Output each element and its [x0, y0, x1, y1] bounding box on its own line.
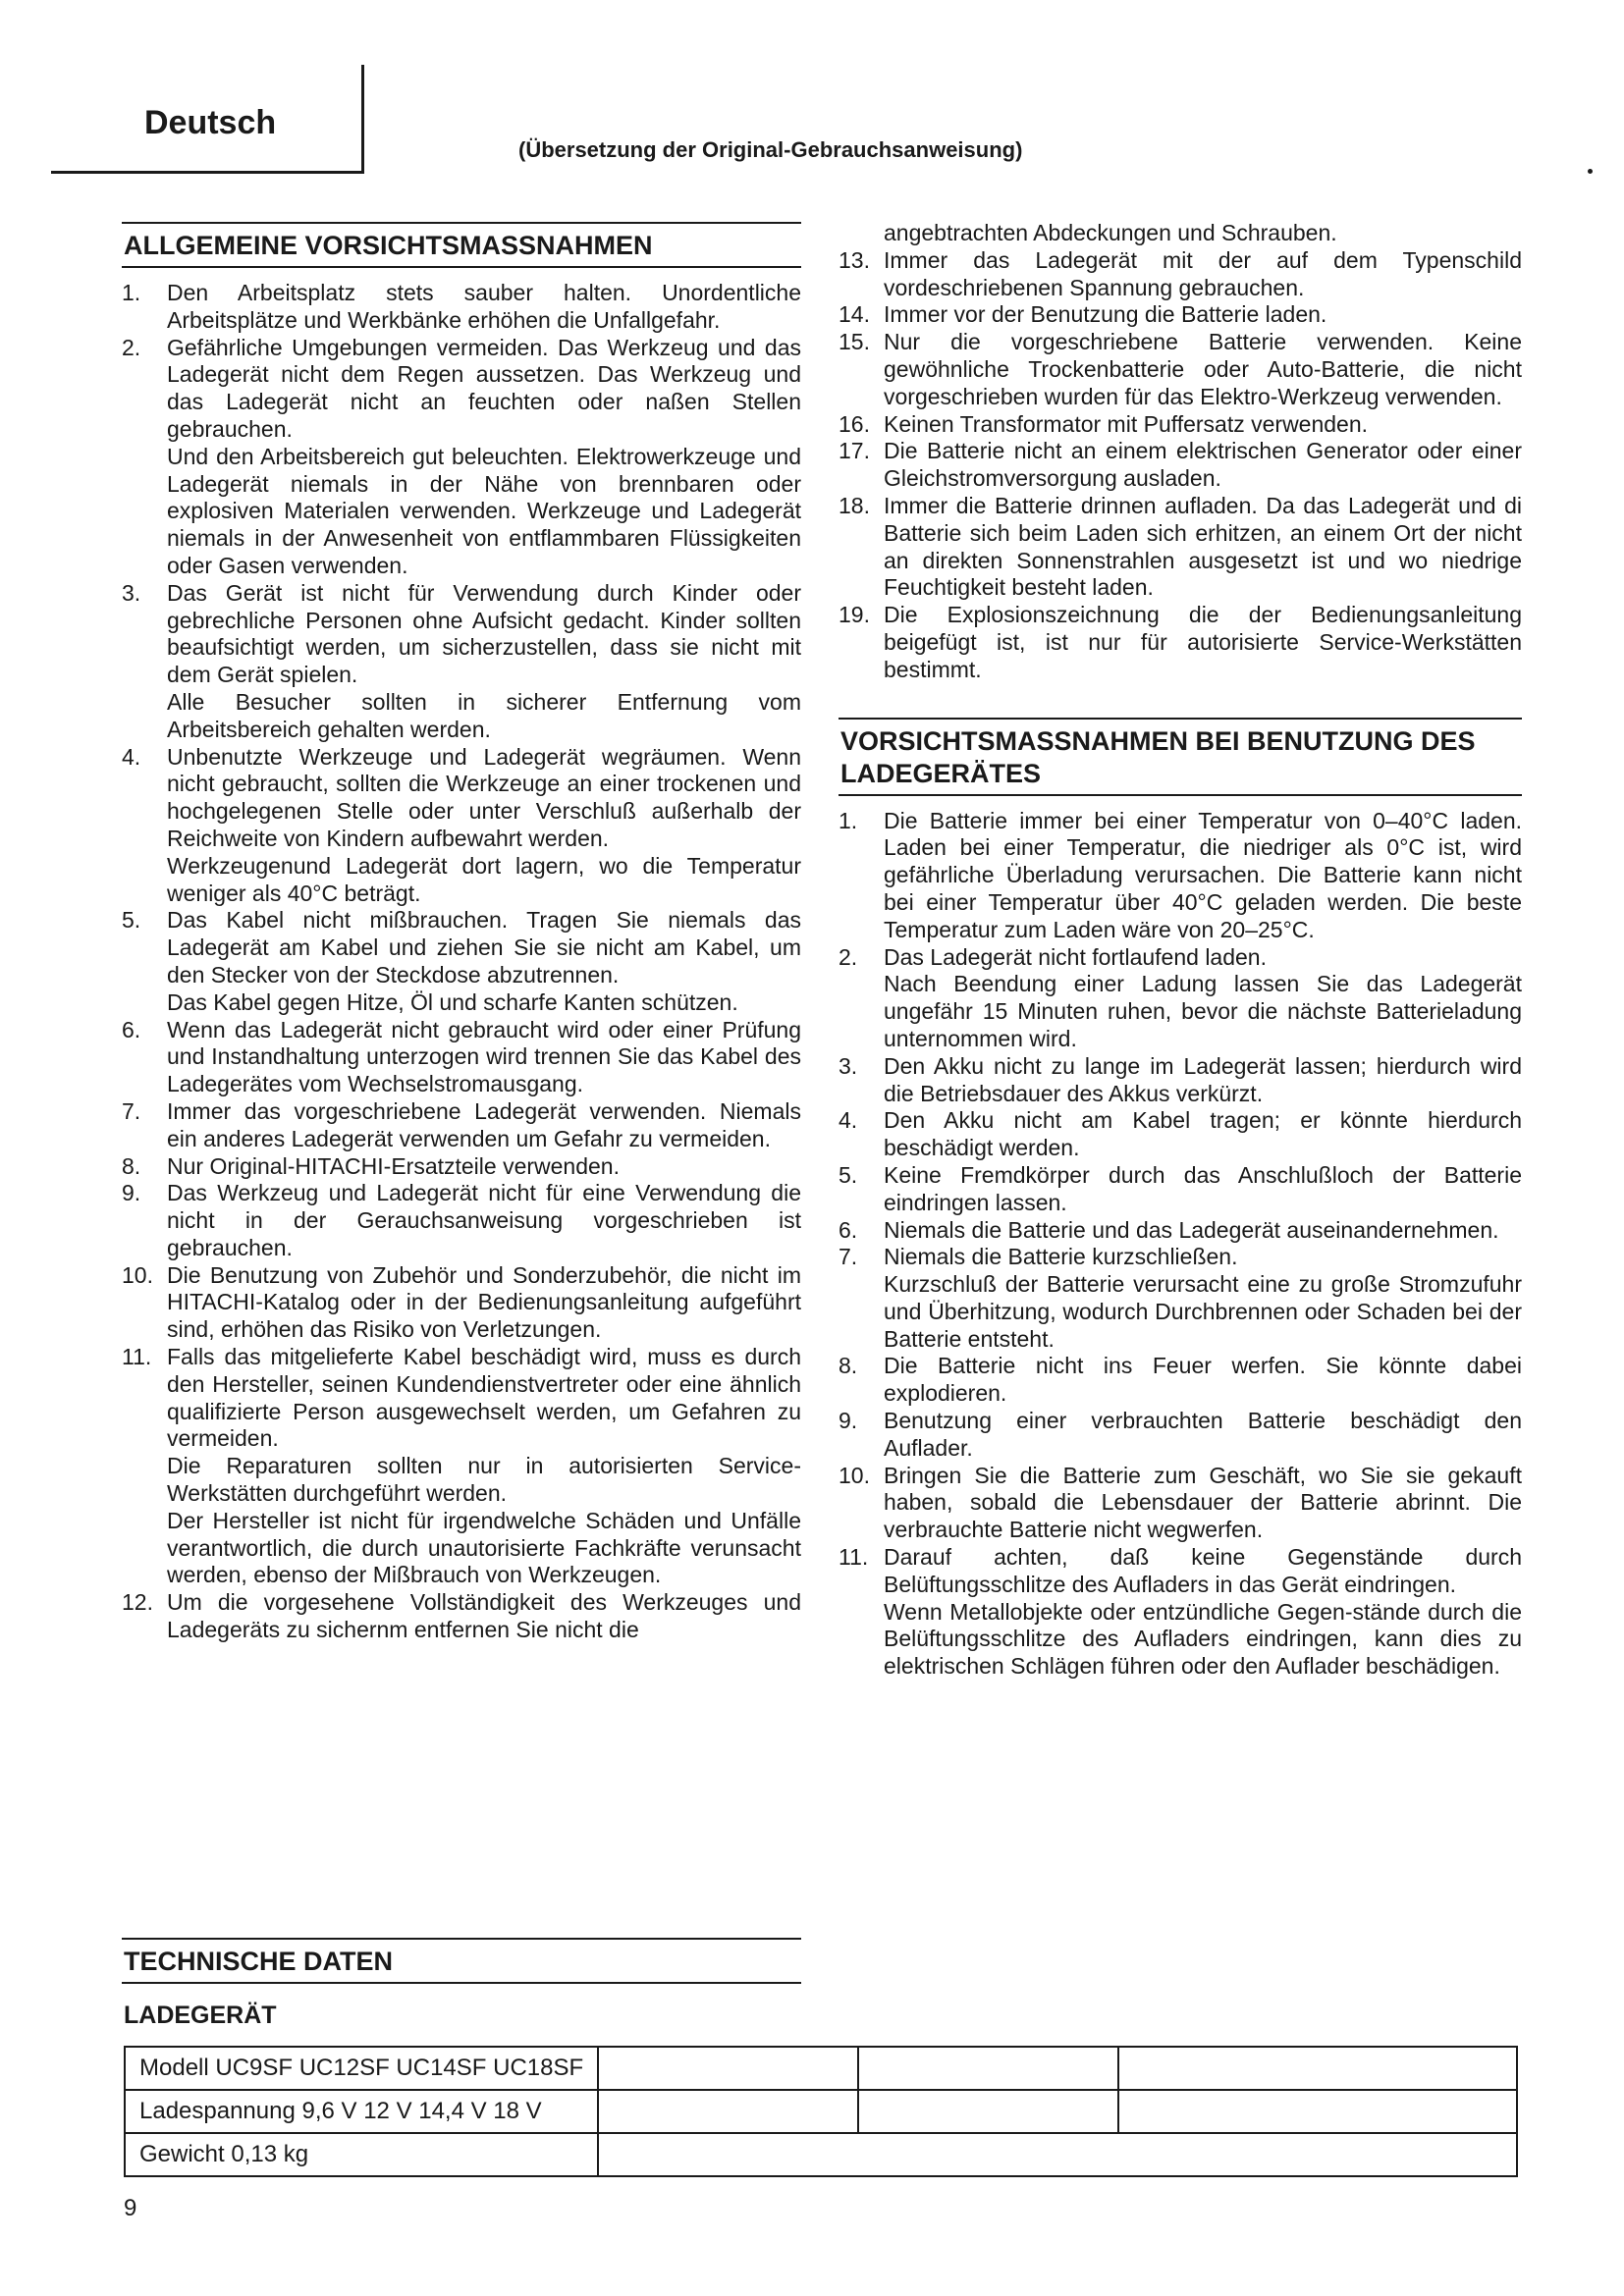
list-item — [122, 1180, 801, 1261]
item-text: Bringen Sie die Batterie zum Geschäft, wo Sie sie gekauft haben, sobald die Lebensdauer der Batterie abrinnt. Die verbrauchte Batterie nicht wegwerfen. — [884, 1462, 1522, 1543]
item-extra-text: Und den Arbeitsbereich gut beleuchten. Elektrowerkzeuge und Ladegerät niemals in der Nähe von brennbaren oder explosiven Materialen verwenden. Werkzeuge und Ladegerät niemals in der Anwesenheit von entflammbaren Flüssigkeiten oder Gasen verwenden. — [167, 443, 801, 578]
item-text: Das Kabel nicht mißbrauchen. Tragen Sie niemals das Ladegerät am Kabel und ziehen Sie sie nicht am Kabel, um den Stecker von der Steckdose abzutrennen. — [167, 907, 801, 988]
list-item — [839, 1053, 1522, 1108]
item-text: Immer vor der Benutzung die Batterie laden. — [884, 301, 1327, 328]
table-cell — [598, 2090, 858, 2133]
item-number: 3. — [122, 579, 141, 606]
table-row — [125, 2133, 1517, 2176]
charger-subtitle: LADEGERÄT — [124, 2002, 277, 2029]
table-row — [125, 2090, 1517, 2133]
table-cell — [858, 2090, 1118, 2133]
list-item — [839, 1408, 1522, 1463]
item-text: Wenn das Ladegerät nicht gebraucht wird oder einer Prüfung und Instandhaltung unterzogen wird trennen Sie das Kabel des Ladegerätes vom Wechselstromausgang. — [167, 1016, 801, 1097]
list-item — [122, 1017, 801, 1098]
list-item — [122, 335, 801, 580]
item-number: 4. — [839, 1107, 858, 1134]
item-text: Immer das vorgeschriebene Ladegerät verwenden. Niemals ein anderes Ladegerät verwenden um Gefahr zu vermeiden. — [167, 1097, 801, 1151]
item-extra-text: Werkzeugenund Ladegerät dort lagern, wo die Temperatur weniger als 40°C beträgt. — [167, 852, 801, 906]
general-precautions-list-continued — [839, 247, 1522, 684]
item-text: Die Batterie nicht an einem elektrischen Generator oder einer Gleichstromversorgung ausladen. — [884, 438, 1522, 492]
item-number: 18. — [839, 492, 870, 518]
language-tab — [51, 65, 364, 174]
list-item — [122, 1098, 801, 1153]
item-extra-text: Das Kabel gegen Hitze, Öl und scharfe Kanten schützen. — [167, 988, 738, 1015]
right-column — [839, 220, 1522, 1681]
item-text: Niemals die Batterie kurzschließen. — [884, 1244, 1238, 1270]
item-number: 7. — [839, 1244, 858, 1270]
item-text: Das Werkzeug und Ladegerät nicht für eine Verwendung die nicht in der Gerauchsanweisung vorgeschrieben ist gebrauchen. — [167, 1180, 801, 1260]
item-extra-text: Der Hersteller ist nicht für irgendwelche Schäden und Unfälle verantwortlich, die durch unautorisierte Fachkräfte verunsacht werden, ebenso der Mißbrauch von Werkzeugen. — [167, 1507, 801, 1588]
list-item — [122, 1153, 801, 1181]
list-item — [839, 1463, 1522, 1544]
item-number: 11. — [122, 1344, 152, 1370]
list-item — [122, 1589, 801, 1644]
item-number: 5. — [839, 1161, 858, 1188]
list-continuation: angebtrachten Abdeckungen und Schrauben. — [884, 220, 1337, 245]
item-number: 19. — [839, 602, 870, 628]
table-row — [125, 2047, 1517, 2090]
list-item — [839, 1244, 1522, 1353]
item-text: Das Gerät ist nicht für Verwendung durch Kinder oder gebrechliche Personen ohne Aufsicht gedacht. Kinder sollten beaufsichtigt werden, um sicherzustellen, dass sie nicht mit dem Gerät spielen. — [167, 579, 801, 688]
item-number: 6. — [839, 1216, 858, 1243]
table-cell — [1118, 2090, 1517, 2133]
item-number: 12. — [122, 1589, 153, 1616]
item-text: Den Akku nicht zu lange im Ladegerät lassen; hierdurch wird die Betriebsdauer des Akkus verkürzt. — [884, 1052, 1522, 1106]
list-item — [839, 493, 1522, 602]
item-text: Das Ladegerät nicht fortlaufend laden. — [884, 943, 1267, 970]
item-number: 10. — [839, 1462, 870, 1488]
list-item — [839, 944, 1522, 1053]
spec-table — [124, 2046, 1518, 2177]
item-text: Die Batterie nicht ins Feuer werfen. Sie könnte dabei explodieren. — [884, 1353, 1522, 1407]
table-cell — [598, 2047, 858, 2090]
item-number: 8. — [122, 1152, 141, 1179]
item-number: 15. — [839, 329, 870, 355]
list-item — [839, 602, 1522, 683]
item-number: 5. — [122, 907, 141, 934]
item-number: 9. — [122, 1180, 141, 1206]
item-number: 4. — [122, 743, 141, 770]
list-item — [839, 1107, 1522, 1162]
item-text: Die Batterie immer bei einer Temperatur von 0–40°C laden. Laden bei einer Temperatur, die niedriger als 0°C ist, wird gefährliche Überladung verursachen. Die Batterie kann nicht bei einer Temperatur über 40°C geladen werden. Die beste Temperatur zum Laden wäre von 20–25°C. — [884, 807, 1522, 942]
item-text: Nur die vorgeschriebene Batterie verwenden. Keine gewöhnliche Trockenbatterie oder Auto-Batterie, die nicht vorgeschrieben wurden für das Elektro-Werkzeug verwenden. — [884, 329, 1522, 409]
item-text: Nur Original-HITACHI-Ersatzteile verwenden. — [167, 1152, 620, 1179]
item-text: Unbenutzte Werkzeuge und Ladegerät wegräumen. Wenn nicht gebraucht, sollten die Werkzeuge an einer trockenen und hochgelegenen Stelle oder unter Verschluß außerhalb der Reichweite von Kindern aufbewahrt werden. — [167, 743, 801, 851]
table-cell: Ladespannung 9,6 V 12 V 14,4 V 18 V — [125, 2090, 598, 2133]
table-cell: Gewicht 0,13 kg — [125, 2133, 598, 2176]
item-text: Die Benutzung von Zubehör und Sonderzubehör, die nicht im HITACHI-Katalog oder in der Bedienungsanleitung aufgeführt sind, erhöhen das Risiko von Verletzungen. — [167, 1261, 801, 1343]
item-number: 1. — [122, 280, 141, 305]
item-extra-text: Nach Beendung einer Ladung lassen Sie das Ladegerät ungefähr 15 Minuten ruhen, bevor die nächste Batterieladung unternommen wird. — [884, 971, 1522, 1051]
list-item — [122, 744, 801, 908]
list-item — [122, 907, 801, 1016]
item-extra-text: Alle Besucher sollten in sicherer Entfernung vom Arbeitsbereich gehalten werden. — [167, 688, 801, 742]
item-extra-text: Die Reparaturen sollten nur in autorisierten Service-Werkstätten durchgeführt werden. — [167, 1453, 801, 1507]
item-text: Immer das Ladegerät mit der auf dem Typenschild vordeschriebenen Spannung gebrauchen. — [884, 246, 1522, 300]
general-precautions-title: ALLGEMEINE VORSICHTSMASSNAHMEN — [122, 222, 801, 268]
item-text: Die Explosionszeichnung die der Bedienungsanleitung beigefügt ist, ist nur für autorisierte Service-Werkstätten bestimmt. — [884, 602, 1522, 682]
item-text: Niemals die Batterie und das Ladegerät auseinandernehmen. — [884, 1216, 1499, 1243]
item-number: 1. — [839, 807, 858, 833]
table-cell — [858, 2047, 1118, 2090]
technical-data-title: TECHNISCHE DATEN — [122, 1938, 801, 1984]
item-number: 16. — [839, 410, 870, 437]
item-number: 17. — [839, 438, 870, 464]
list-item — [122, 280, 801, 335]
item-text: Den Akku nicht am Kabel tragen; er könnte hierdurch beschädigt werden. — [884, 1107, 1522, 1161]
item-text: Um die vorgesehene Vollständigkeit des Werkzeuges und Ladegeräts zu sichernm entfernen Sie nicht die — [167, 1589, 801, 1643]
language-label: Deutsch — [144, 104, 277, 141]
page-mark — [1588, 169, 1593, 174]
list-item — [839, 1353, 1522, 1408]
list-item — [839, 438, 1522, 493]
item-text: Keine Fremdkörper durch das Anschlußloch der Batterie eindringen lassen. — [884, 1161, 1522, 1215]
table-cell — [1118, 2047, 1517, 2090]
list-item — [839, 247, 1522, 302]
list-item — [839, 411, 1522, 439]
list-item — [839, 301, 1522, 329]
item-number: 13. — [839, 246, 870, 273]
item-number: 8. — [839, 1353, 858, 1379]
list-item — [839, 329, 1522, 410]
item-text: Gefährliche Umgebungen vermeiden. Das Werkzeug und das Ladegerät nicht dem Regen aussetzen. Das Werkzeug und das Ladegerät nicht an feuchten oder naßen Stellen gebrauchen. — [167, 334, 801, 442]
item-text: Keinen Transformator mit Puffersatz verwenden. — [884, 410, 1369, 437]
item-text: Falls das mitgelieferte Kabel beschädigt wird, muss es durch den Hersteller, seinen Kundendienstvertreter oder eine ähnlich qualifizierte Person ausgewechselt werden, um Gefahren zu vermeiden. — [167, 1344, 801, 1452]
item-number: 10. — [122, 1261, 153, 1288]
item-number: 2. — [839, 943, 858, 970]
list-item — [839, 808, 1522, 944]
charger-precautions-list — [839, 808, 1522, 1682]
list-item — [839, 1162, 1522, 1217]
item-number: 6. — [122, 1016, 141, 1042]
item-number: 3. — [839, 1052, 858, 1079]
list-item — [839, 1544, 1522, 1681]
general-precautions-list — [122, 280, 801, 1644]
item-text: Den Arbeitsplatz stets sauber halten. Unordentliche Arbeitsplätze und Werkbänke erhöhen die Unfallgefahr. — [167, 280, 801, 333]
item-extra-text: Wenn Metallobjekte oder entzündliche Gegen-stände durch die Belüftungsschlitze des Aufladers eindringen, kann dies zu elektrischen Schlägen führen oder den Auflader beschädigen. — [884, 1598, 1522, 1680]
item-text: Immer die Batterie drinnen aufladen. Da das Ladegerät und di Batterie sich beim Laden sich erhitzen, an einem Ort der nicht an direkten Sonnenstrahlen ausgesetzt ist und wo niedrige Feuchtigkeit besteht laden. — [884, 492, 1522, 601]
item-text: Darauf achten, daß keine Gegenstände durch Belüftungsschlitze des Aufladers in das Gerät eindringen. — [884, 1544, 1522, 1597]
item-number: 7. — [122, 1097, 141, 1124]
table-cell: Modell UC9SF UC12SF UC14SF UC18SF — [125, 2047, 598, 2090]
item-text: Benutzung einer verbrauchten Batterie beschädigt den Auflader. — [884, 1408, 1522, 1461]
item-extra-text: Kurzschluß der Batterie verursacht eine zu große Stromzufuhr und Überhitzung, wodurch Durchbrennen oder Schaden bei der Batterie entsteht. — [884, 1271, 1522, 1352]
item-number: 11. — [839, 1544, 869, 1571]
item-number: 9. — [839, 1408, 858, 1434]
technical-data-section — [122, 1938, 801, 2030]
table-cell — [598, 2133, 1517, 2176]
list-item — [122, 1262, 801, 1344]
list-item — [122, 580, 801, 744]
document-subtitle: (Übersetzung der Original-Gebrauchsanweisung) — [518, 137, 1023, 162]
page-number: 9 — [124, 2195, 137, 2221]
item-number: 14. — [839, 301, 870, 328]
list-item — [122, 1344, 801, 1589]
left-column — [122, 222, 801, 1644]
item-number: 2. — [122, 334, 141, 360]
list-item — [839, 1217, 1522, 1245]
charger-precautions-title: VORSICHTSMASSNAHMEN BEI BENUTZUNG DES LADEGERÄTES — [839, 718, 1522, 796]
